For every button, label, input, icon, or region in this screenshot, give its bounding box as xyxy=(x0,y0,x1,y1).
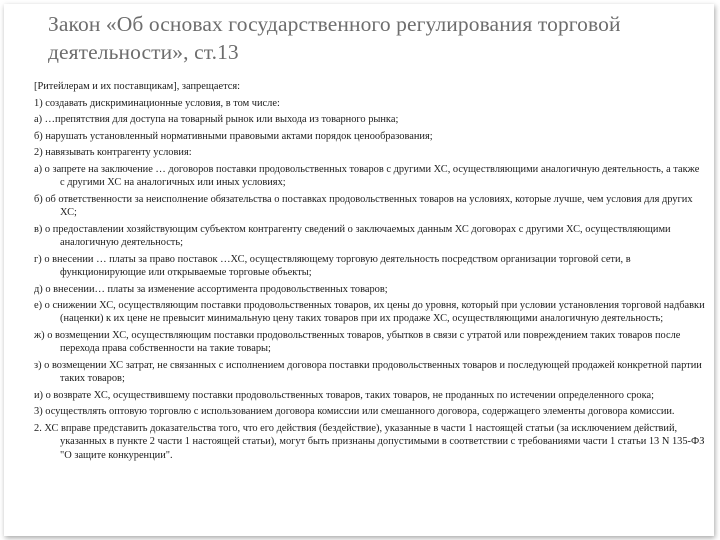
paragraph: 2) навязывать контрагенту условия: xyxy=(34,147,192,159)
paragraph: и) о возврате ХС, осуществившему поставки продовольственных товаров, таких товаров, не проданных по истечении определенного срока; xyxy=(34,389,654,401)
paragraph: б) об ответственности за неисполнение обязательства о поставках продовольственных товаров на условиях, которые лучше, чем условия для других ХС; xyxy=(34,193,693,219)
paragraph: а) …препятствия для доступа на товарный рынок или выхода из товарного рынка; xyxy=(34,114,399,126)
paragraph: г) о внесении … платы за право поставок …ХС, осуществляющему торговую деятельность посредством организации торговой сети, в функционирующие или открываемые торговые объекты; xyxy=(34,253,631,278)
paragraph: д) о внесении… платы за изменение ассортимента продовольственных товаров; xyxy=(34,283,388,295)
slide-title: Закон «Об основах государственного регулирования торговой деятельности», ст.13 xyxy=(48,12,621,64)
paragraph: з) о возмещении ХС затрат, не связанных с исполнением договора поставки продовольственных товаров и последующей продажей конкретной партии таких товаров; xyxy=(34,359,702,385)
slide-body xyxy=(34,80,706,465)
paragraph: в) о предоставлении хозяйствующим субъектом контрагенту сведений о заключаемых данным ХС договорах с другими ХС, осуществляющими аналогичную деятельность; xyxy=(34,223,671,249)
paragraph: 3) осуществлять оптовую торговлю с использованием договора комиссии или смешанного договора, содержащего элементы договора комиссии. xyxy=(34,406,675,418)
paragraph: 2. ХС вправе представить доказательства того, что его действия (бездействие), указанные в части 1 настоящей статьи (за исключением действий, указанных в пункте 2 части 1 настоящей статьи), могут быть признаны допустимыми в соответствии с требованиями части 1 статьи 13 N 135-ФЗ "О защите конкуренции". xyxy=(34,422,705,461)
slide xyxy=(4,4,714,536)
paragraph: а) о запрете на заключение … договоров поставки продовольственных товаров с другими ХС, осуществляющими аналогичную деятельность, а также с другими ХС на аналогичных или иных условиях; xyxy=(34,163,700,189)
paragraph: [Ритейлерам и их поставщикам], запрещается: xyxy=(34,81,241,92)
paragraph: ж) о возмещении ХС, осуществляющим поставки продовольственных товаров, убытков в связи с утратой или повреждением таких товаров после перехода права собственности на такие товары; xyxy=(34,330,681,355)
paragraph: е) о снижении ХС, осуществляющим поставки продовольственных товаров, их цены до уровня, который при условии установления торговой надбавки (наценки) к их цене не превысит минимальную цену таких товаров при их продаже ХС, осуществляющими аналогичную деятельность; xyxy=(34,300,705,325)
paragraph: 1) создавать дискриминационные условия, в том числе: xyxy=(34,97,280,109)
paragraph: б) нарушать установленный нормативными правовыми актами порядок ценообразования; xyxy=(34,130,433,142)
